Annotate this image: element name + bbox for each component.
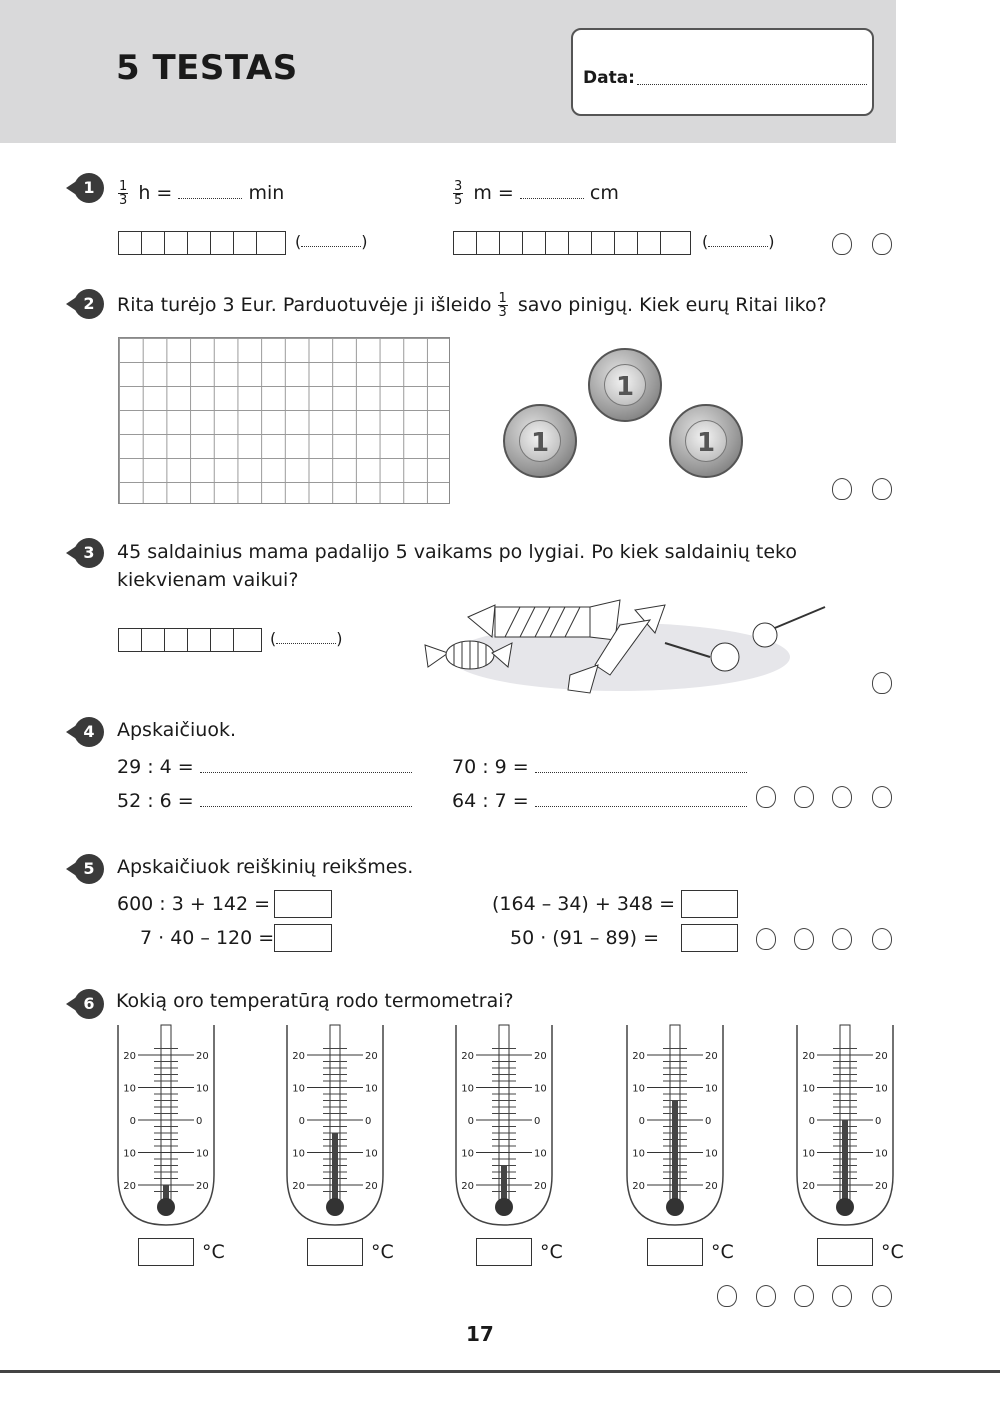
scale-label-left: 10 bbox=[292, 1148, 305, 1160]
task3-question-line1: 45 saldainius mama padalijo 5 vaikams po lygiai. Po kiek saldainių teko bbox=[117, 541, 797, 563]
scale-label-right: 20 bbox=[196, 1181, 209, 1192]
unit-label: °C bbox=[881, 1241, 904, 1263]
scale-label-left: 20 bbox=[802, 1181, 815, 1192]
fraction-denominator: 3 bbox=[119, 193, 128, 208]
calc-cells[interactable] bbox=[118, 231, 286, 255]
calc-cells[interactable] bbox=[453, 231, 691, 255]
task5-expression: 600 : 3 + 142 = bbox=[117, 893, 271, 915]
fraction-numerator: 3 bbox=[454, 179, 463, 194]
scale-label-right: 10 bbox=[365, 1148, 378, 1160]
score-smiley-icon[interactable] bbox=[756, 786, 776, 808]
scale-label-right: 20 bbox=[705, 1181, 718, 1192]
score-smiley-icon[interactable] bbox=[756, 928, 776, 950]
date-box bbox=[571, 28, 874, 116]
task5-expression: 50 · (91 – 89) = bbox=[510, 927, 660, 949]
score-smiley-icon[interactable] bbox=[794, 928, 814, 950]
score-smiley-icon[interactable] bbox=[832, 478, 852, 500]
question-text: savo pinigų. Kiek eurų Ritai liko? bbox=[517, 294, 827, 316]
coin-value: 1 bbox=[685, 420, 727, 462]
task2-question bbox=[117, 292, 827, 319]
score-smiley-icon[interactable] bbox=[872, 928, 892, 950]
score-smiley-icon[interactable] bbox=[872, 786, 892, 808]
unit-from: m = bbox=[473, 182, 514, 204]
scale-label-right: 10 bbox=[196, 1148, 209, 1160]
thermometer-bulb bbox=[495, 1198, 513, 1216]
task6-title: Kokią oro temperatūrą rodo termometrai? bbox=[116, 990, 514, 1012]
unit-label: °C bbox=[371, 1241, 394, 1263]
scale-label-left: 10 bbox=[802, 1083, 815, 1095]
fraction-numerator: 1 bbox=[498, 291, 507, 306]
scale-label-right: 20 bbox=[534, 1181, 547, 1192]
mercury-column bbox=[672, 1101, 678, 1211]
task1-left-expression bbox=[118, 180, 284, 207]
page-bottom-rule bbox=[0, 1370, 1000, 1373]
thermometer bbox=[116, 1025, 216, 1230]
scale-label-right: 10 bbox=[875, 1083, 888, 1095]
mercury-column bbox=[842, 1120, 848, 1210]
task4-item: 29 : 4 = bbox=[117, 756, 412, 778]
scale-label-right: 0 bbox=[705, 1116, 712, 1127]
thermometer bbox=[795, 1025, 895, 1230]
temperature-answer-box[interactable] bbox=[647, 1238, 703, 1266]
scale-label-left: 10 bbox=[802, 1148, 815, 1160]
scale-label-right: 10 bbox=[196, 1083, 209, 1095]
date-input-line[interactable] bbox=[637, 84, 867, 85]
thermometer-bulb bbox=[666, 1198, 684, 1216]
answer-box[interactable] bbox=[274, 924, 332, 952]
thermometer bbox=[285, 1025, 385, 1230]
temperature-answer-box[interactable] bbox=[307, 1238, 363, 1266]
score-smiley-icon[interactable] bbox=[794, 786, 814, 808]
scale-label-left: 0 bbox=[129, 1116, 136, 1127]
candies-illustration bbox=[420, 595, 830, 700]
task3-question-line2: kiekvienam vaikui? bbox=[117, 569, 299, 591]
scale-label-left: 20 bbox=[292, 1051, 305, 1062]
unit-to: min bbox=[248, 182, 285, 204]
task-number-badge: 6 bbox=[74, 989, 104, 1019]
score-smiley-icon[interactable] bbox=[832, 233, 852, 255]
euro-coin-icon bbox=[588, 348, 662, 422]
temperature-answer-box[interactable] bbox=[817, 1238, 873, 1266]
question-text: Rita turėjo 3 Eur. Parduotuvėje ji išleido bbox=[117, 294, 492, 316]
scale-label-right: 20 bbox=[875, 1181, 888, 1192]
answer-line[interactable] bbox=[301, 232, 361, 247]
date-label: Data: bbox=[583, 68, 635, 88]
scale-label-left: 10 bbox=[461, 1083, 474, 1095]
answer-line[interactable] bbox=[200, 792, 412, 807]
scale-label-left: 20 bbox=[461, 1051, 474, 1062]
scale-label-right: 0 bbox=[534, 1116, 541, 1127]
score-smiley-icon[interactable] bbox=[794, 1285, 814, 1307]
answer-box[interactable] bbox=[681, 924, 738, 952]
scale-label-right: 20 bbox=[875, 1051, 888, 1062]
scale-label-right: 10 bbox=[365, 1083, 378, 1095]
scale-label-right: 20 bbox=[534, 1051, 547, 1062]
answer-line[interactable] bbox=[200, 758, 412, 773]
score-smiley-icon[interactable] bbox=[832, 928, 852, 950]
scale-label-right: 0 bbox=[196, 1116, 203, 1127]
thermometer bbox=[454, 1025, 554, 1230]
page-title: 5 TESTAS bbox=[116, 48, 298, 88]
score-smiley-icon[interactable] bbox=[872, 233, 892, 255]
scale-label-left: 20 bbox=[461, 1181, 474, 1192]
scale-label-left: 10 bbox=[123, 1083, 136, 1095]
scale-label-right: 20 bbox=[196, 1051, 209, 1062]
scale-label-right: 0 bbox=[875, 1116, 882, 1127]
answer-line[interactable] bbox=[276, 629, 336, 644]
score-smiley-icon[interactable] bbox=[872, 1285, 892, 1307]
scale-label-left: 10 bbox=[123, 1148, 136, 1160]
task5-title: Apskaičiuok reiškinių reikšmes. bbox=[117, 856, 414, 878]
scale-label-left: 0 bbox=[638, 1116, 645, 1127]
answer-box[interactable] bbox=[274, 890, 332, 918]
task-number-badge: 2 bbox=[74, 289, 104, 319]
task-number-badge: 4 bbox=[74, 717, 104, 747]
task5-expression: (164 – 34) + 348 = bbox=[492, 893, 676, 915]
answer-line[interactable] bbox=[535, 758, 747, 773]
scale-label-left: 10 bbox=[461, 1148, 474, 1160]
calc-cells[interactable] bbox=[118, 628, 262, 652]
fraction-denominator: 3 bbox=[498, 305, 507, 320]
task4-title: Apskaičiuok. bbox=[117, 719, 236, 741]
score-smiley-icon[interactable] bbox=[872, 478, 892, 500]
answer-parentheses: ( ) bbox=[702, 232, 775, 251]
score-smiley-icon[interactable] bbox=[717, 1285, 737, 1307]
scale-label-left: 10 bbox=[632, 1148, 645, 1160]
euro-coin-icon bbox=[669, 404, 743, 478]
task-number-badge: 5 bbox=[74, 854, 104, 884]
scale-label-left: 20 bbox=[123, 1181, 136, 1192]
unit-label: °C bbox=[202, 1241, 225, 1263]
scale-label-left: 20 bbox=[123, 1051, 136, 1062]
task-number-badge: 1 bbox=[74, 173, 104, 203]
scale-label-left: 20 bbox=[292, 1181, 305, 1192]
unit-from: h = bbox=[138, 182, 173, 204]
unit-to: cm bbox=[589, 182, 619, 204]
answer-line[interactable] bbox=[178, 184, 242, 199]
unit-label: °C bbox=[711, 1241, 734, 1263]
candy-icon bbox=[468, 600, 620, 640]
scale-label-right: 20 bbox=[705, 1051, 718, 1062]
thermometer-bulb bbox=[326, 1198, 344, 1216]
scale-label-right: 10 bbox=[534, 1083, 547, 1095]
scale-label-right: 20 bbox=[365, 1051, 378, 1062]
task5-expression: 7 · 40 – 120 = bbox=[140, 927, 275, 949]
answer-parentheses: ( ) bbox=[295, 232, 368, 251]
thermometer-bulb bbox=[836, 1198, 854, 1216]
scale-label-right: 0 bbox=[365, 1116, 372, 1127]
thermometer bbox=[625, 1025, 725, 1230]
score-smiley-icon[interactable] bbox=[832, 786, 852, 808]
answer-line[interactable] bbox=[535, 792, 747, 807]
answer-parentheses: ( ) bbox=[270, 629, 343, 648]
scale-label-left: 10 bbox=[632, 1083, 645, 1095]
scale-label-left: 0 bbox=[808, 1116, 815, 1127]
scale-label-right: 20 bbox=[365, 1181, 378, 1192]
task4-item: 64 : 7 = bbox=[452, 790, 747, 812]
euro-coin-icon bbox=[503, 404, 577, 478]
answer-box[interactable] bbox=[681, 890, 738, 918]
task4-item: 70 : 9 = bbox=[452, 756, 747, 778]
scale-label-left: 20 bbox=[632, 1181, 645, 1192]
unit-label: °C bbox=[540, 1241, 563, 1263]
answer-line[interactable] bbox=[708, 232, 768, 247]
task1-right-expression bbox=[453, 180, 619, 207]
answer-line[interactable] bbox=[520, 184, 584, 199]
scale-label-left: 20 bbox=[632, 1051, 645, 1062]
coin-value: 1 bbox=[604, 364, 646, 406]
scale-label-left: 0 bbox=[298, 1116, 305, 1127]
score-smiley-icon[interactable] bbox=[756, 1285, 776, 1307]
temperature-answer-box[interactable] bbox=[476, 1238, 532, 1266]
scale-label-right: 10 bbox=[534, 1148, 547, 1160]
temperature-answer-box[interactable] bbox=[138, 1238, 194, 1266]
score-smiley-icon[interactable] bbox=[832, 1285, 852, 1307]
fraction-numerator: 1 bbox=[119, 179, 128, 194]
scale-label-right: 10 bbox=[875, 1148, 888, 1160]
fraction-denominator: 5 bbox=[454, 193, 463, 208]
task-number-badge: 3 bbox=[74, 538, 104, 568]
thermometer-bulb bbox=[157, 1198, 175, 1216]
scale-label-right: 10 bbox=[705, 1083, 718, 1095]
scale-label-left: 0 bbox=[467, 1116, 474, 1127]
scale-label-left: 10 bbox=[292, 1083, 305, 1095]
calculation-grid[interactable] bbox=[118, 337, 450, 504]
scale-label-right: 10 bbox=[705, 1148, 718, 1160]
coin-value: 1 bbox=[519, 420, 561, 462]
task4-item: 52 : 6 = bbox=[117, 790, 412, 812]
page-number: 17 bbox=[466, 1322, 494, 1346]
scale-label-left: 20 bbox=[802, 1051, 815, 1062]
score-smiley-icon[interactable] bbox=[872, 672, 892, 694]
